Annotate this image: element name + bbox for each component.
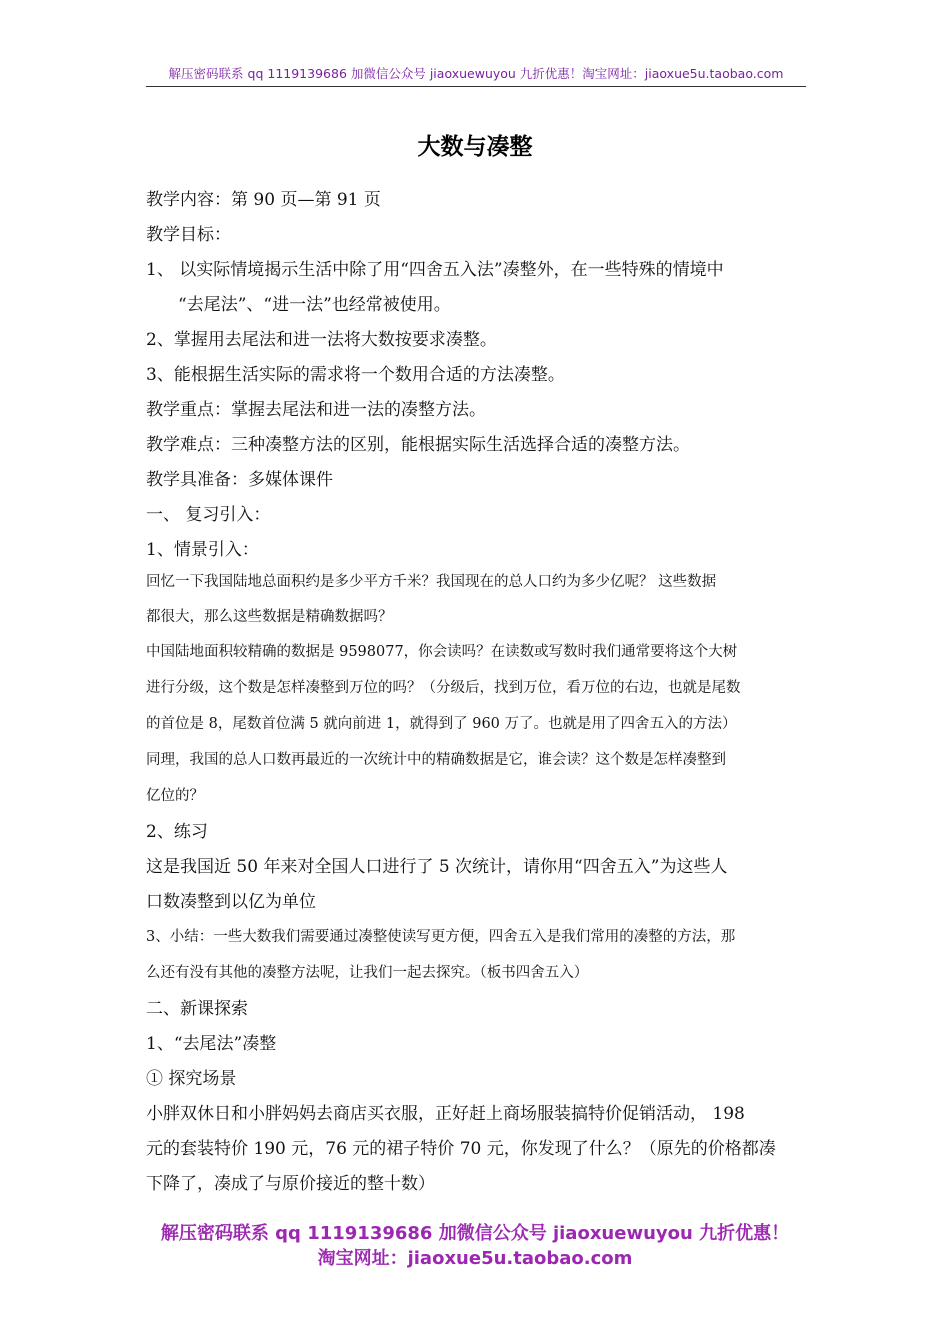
paragraph-line: 同理，我国的总人口数再最近的一次统计中的精确数据是它，谁会读？这个数是怎样凑整到	[146, 752, 726, 768]
difficult-point: 教学难点：三种凑整方法的区别，能根据实际生活选择合适的凑整方法。	[146, 435, 690, 455]
paragraph-line: 元的套装特价 190 元，76 元的裙子特价 70 元，你发现了什么？（原先的价格都凑	[146, 1139, 776, 1159]
subsection-1-2-heading: 2、练习	[146, 822, 208, 842]
summary-line: 3、小结：一些大数我们需要通过凑整使读写更方便，四舍五入是我们常用的凑整的方法，那	[146, 929, 736, 945]
document-title: 大数与凑整	[417, 133, 533, 160]
objective-1-line-2: “去尾法”、“进一法”也经常被使用。	[178, 295, 451, 315]
paragraph-line: 这是我国近 50 年来对全国人口进行了 5 次统计，请你用“四舍五入”为这些人	[146, 857, 728, 877]
objective-2: 2、掌握用去尾法和进一法将大数按要求凑整。	[146, 330, 497, 350]
paragraph-line: 口数凑整到以亿为单位	[146, 892, 316, 912]
subsection-2-1-heading: 1、“去尾法”凑整	[146, 1034, 277, 1054]
scenario-heading: ① 探究场景	[146, 1069, 237, 1089]
paragraph-line: 下降了，凑成了与原价接近的整十数）	[146, 1174, 435, 1194]
materials: 教学具准备：多媒体课件	[146, 470, 333, 490]
subsection-1-1-heading: 1、情景引入：	[146, 540, 259, 560]
footer-line-2: 淘宝网址：jiaoxue5u.taobao.com	[317, 1248, 633, 1269]
section-1-heading: 一、 复习引入：	[146, 505, 271, 525]
section-2-heading: 二、新课探索	[146, 999, 248, 1019]
teaching-content-line: 教学内容：第 90 页—第 91 页	[146, 190, 381, 210]
objectives-heading: 教学目标：	[146, 225, 231, 245]
summary-line: 么还有没有其他的凑整方法呢，让我们一起去探究。（板书四舍五入）	[146, 965, 589, 981]
objective-3: 3、能根据生活实际的需求将一个数用合适的方法凑整。	[146, 365, 565, 385]
paragraph-line: 亿位的？	[146, 788, 204, 804]
paragraph-line: 都很大，那么这些数据是精确数据吗？	[146, 609, 393, 625]
paragraph-line: 回忆一下我国陆地总面积约是多少平方千米？我国现在的总人口约为多少亿呢？ 这些数据	[146, 574, 717, 590]
page-header: 解压密码联系 qq 1119139686 加微信公众号 jiaoxuewuyou 九折优惠！淘宝网址：jiaoxue5u.taobao.com	[146, 64, 806, 87]
paragraph-line: 进行分级，这个数是怎样凑整到万位的吗？（分级后，找到万位，看万位的右边，也就是尾数	[146, 680, 741, 696]
paragraph-line: 中国陆地面积较精确的数据是 9598077，你会读吗？在读数或写数时我们通常要将这个大树	[146, 644, 738, 660]
key-point: 教学重点：掌握去尾法和进一法的凑整方法。	[146, 400, 486, 420]
footer-line-1: 解压密码联系 qq 1119139686 加微信公众号 jiaoxuewuyou 九折优惠！	[160, 1223, 790, 1244]
paragraph-line: 的首位是 8，尾数首位满 5 就向前进 1，就得到了 960 万了。也就是用了四舍五入的方法）	[146, 716, 737, 732]
paragraph-line: 小胖双休日和小胖妈妈去商店买衣服，正好赶上商场服装搞特价促销活动， 198	[146, 1104, 745, 1124]
objective-1-line-1: 1、 以实际情境揭示生活中除了用“四舍五入法”凑整外，在一些特殊的情境中	[146, 260, 724, 280]
